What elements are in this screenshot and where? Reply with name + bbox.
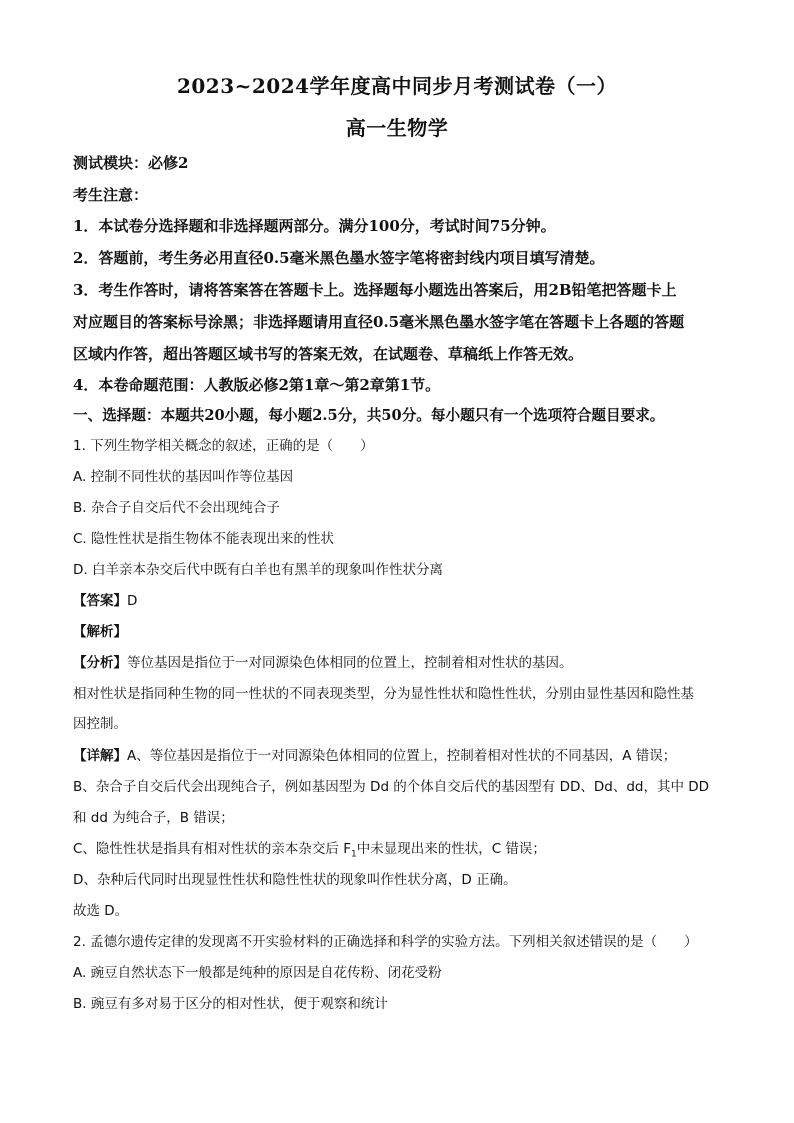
xiangjie-text-c-post: 中未显现出来的性状，C 错误；	[356, 841, 546, 857]
exam-title: 2023~2024学年度高中同步月考测试卷（一）	[176, 74, 618, 98]
fenxi-text-1: 等位基因是指位于一对同源染色体相同的位置上，控制着相对性状的基因。	[127, 655, 573, 671]
question-1-option-a: A. 控制不同性状的基因叫作等位基因	[73, 469, 294, 485]
question-1-option-b: B. 杂合子自交后代不会出现纯合子	[73, 500, 280, 516]
xiangjie-text-c-pre: C、隐性性状是指具有相对性状的亲本杂交后 F	[73, 841, 351, 857]
section-heading: 一、选择题：本题共20小题，每小题2.5分，共50分。每小题只有一个选项符合题目要求。	[73, 407, 665, 424]
question-1-stem: 1. 下列生物学相关概念的叙述，正确的是（ ）	[73, 438, 374, 454]
notice-item-3c: 区域内作答，超出答题区域书写的答案无效，在试题卷、草稿纸上作答无效。	[73, 345, 584, 363]
test-module: 测试模块：必修2	[73, 154, 189, 172]
question-2-option-b: B. 豌豆有多对易于区分的相对性状，便于观察和统计	[73, 996, 388, 1012]
notice-item-2: 2．答题前，考生务必用直径0.5毫米黑色墨水签字笔将密封线内项目填写清楚。	[73, 249, 605, 267]
xiangjie-text-c-sub: 1	[350, 849, 357, 860]
answer-line	[73, 591, 733, 611]
notice-item-3a: 3．考生作答时，请将答案答在答题卡上。选择题每小题选出答案后，用2B铅笔把答题卡上	[73, 281, 677, 299]
question-1-option-c: C. 隐性性状是指生物体不能表现出来的性状	[73, 531, 335, 547]
xiangjie-line-a	[73, 746, 733, 766]
fenxi-line-2a: 相对性状是指同种生物的同一性状的不同表现类型，分为显性性状和隐性性状，分别由显性基因和隐性基	[73, 686, 694, 702]
exam-subtitle: 高一生物学	[345, 116, 449, 140]
xiangjie-line-b1: B、杂合子自交后代会出现纯合子，例如基因型为 Dd 的个体自交后代的基因型有 DD、Dd、dd，其中 DD	[73, 779, 710, 795]
xiangjie-tag: 【详解】	[73, 748, 127, 764]
fenxi-line-1	[73, 653, 733, 673]
xiangjie-line-c	[73, 839, 733, 865]
notice-item-1: 1．本试卷分选择题和非选择题两部分。满分100分，考试时间75分钟。	[73, 217, 556, 235]
answer-value: D	[127, 593, 138, 609]
conclusion-line: 故选 D。	[73, 903, 129, 919]
xiangjie-line-b2: 和 dd 为纯合子，B 错误；	[73, 810, 234, 826]
notice-heading: 考生注意：	[73, 186, 149, 204]
notice-item-4: 4．本卷命题范围：人教版必修2第1章～第2章第1节。	[73, 376, 441, 394]
question-2-stem: 2. 孟德尔遗传定律的发现离不开实验材料的正确选择和科学的实验方法。下列相关叙述错误的是（ ）	[73, 934, 698, 950]
fenxi-tag: 【分析】	[73, 655, 127, 671]
notice-item-3b: 对应题目的答案标号涂黑；非选择题请用直径0.5毫米黑色墨水签字笔在答题卡上各题的答题	[73, 313, 685, 331]
question-2-option-a: A. 豌豆自然状态下一般都是纯种的原因是自花传粉、闭花受粉	[73, 965, 442, 981]
question-1-option-d: D. 白羊亲本杂交后代中既有白羊也有黑羊的现象叫作性状分离	[73, 562, 443, 578]
xiangjie-line-d: D、杂种后代同时出现显性性状和隐性性状的现象叫作性状分离，D 正确。	[73, 872, 517, 888]
analysis-tag: 【解析】	[73, 624, 127, 640]
fenxi-line-2b: 因控制。	[73, 716, 127, 732]
answer-tag: 【答案】	[73, 593, 127, 609]
analysis-line	[73, 622, 733, 642]
xiangjie-text-a: A、等位基因是指位于一对同源染色体相同的位置上，控制着相对性状的不同基因，A 错误；	[127, 748, 677, 764]
